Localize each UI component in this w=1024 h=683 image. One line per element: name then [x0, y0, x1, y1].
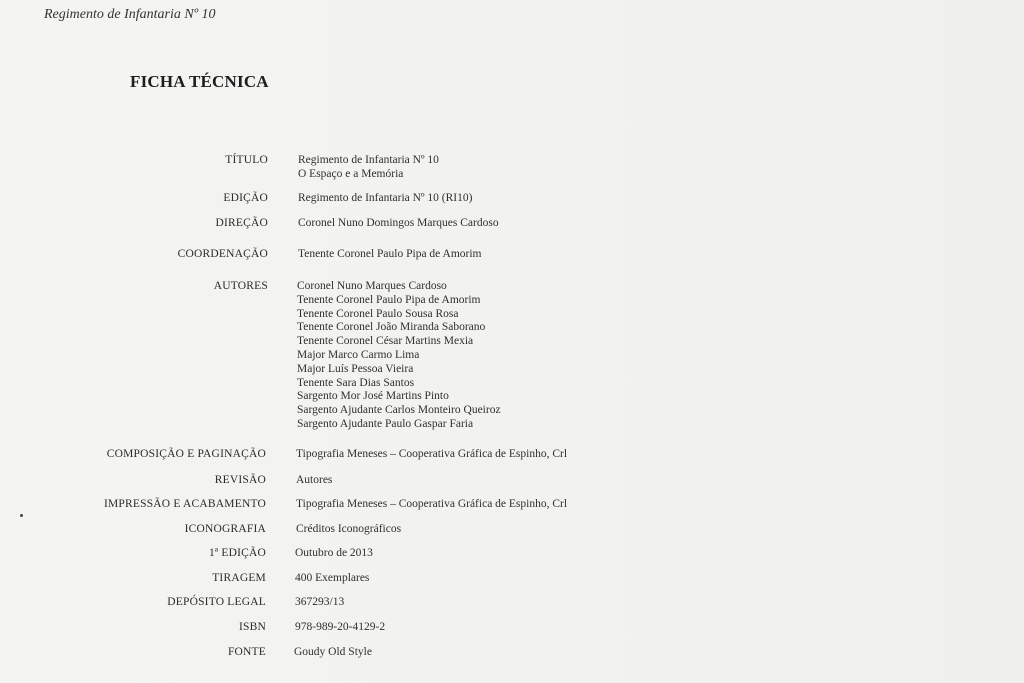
credit-label: IMPRESSÃO E ACABAMENTO — [103, 498, 266, 510]
credit-value — [298, 217, 499, 231]
credit-value-line: O Espaço e a Memória — [298, 167, 404, 180]
credit-value — [295, 572, 369, 586]
credit-value-line: 978-989-20-4129-2 — [295, 621, 386, 633]
credit-value-line: Tipografia Meneses – Cooperativa Gráfica de Espinho, Crl — [296, 448, 568, 460]
credit-value-line: Goudy Old Style — [294, 646, 372, 658]
credit-value — [296, 498, 567, 512]
credit-label: COORDENAÇÃO — [177, 248, 268, 260]
credit-value-line: Outubro de 2013 — [295, 547, 373, 559]
credit-label: TÍTULO — [225, 154, 268, 166]
credit-value-line: 367293/13 — [295, 596, 345, 608]
credit-value-line: 400 Exemplares — [295, 572, 370, 584]
credit-value-line: Major Marco Carmo Lima — [297, 348, 420, 361]
credit-value — [296, 474, 332, 488]
credit-label: DEPÓSITO LEGAL — [167, 596, 266, 608]
credit-value-line: Tenente Coronel César Martins Mexia — [297, 335, 474, 348]
credit-label: EDIÇÃO — [223, 192, 268, 204]
credit-value-line: Autores — [296, 474, 333, 486]
credit-value — [298, 192, 472, 206]
credit-label: FONTE — [227, 646, 266, 658]
credit-label: REVISÃO — [214, 474, 266, 486]
credit-value — [295, 596, 344, 610]
credit-value-line: Tenente Coronel Paulo Sousa Rosa — [297, 307, 459, 320]
credit-value — [297, 280, 501, 432]
credit-value-line: Tenente Sara Dias Santos — [297, 376, 415, 389]
credit-label: ICONOGRAFIA — [184, 523, 266, 535]
credit-value-line: Sargento Mor José Martins Pinto — [297, 390, 449, 403]
credit-label: ISBN — [238, 621, 266, 633]
credit-value-line: Tenente Coronel Paulo Pipa de Amorim — [297, 293, 481, 306]
credit-value — [294, 646, 372, 660]
credit-value — [296, 448, 567, 462]
credit-label: DIREÇÃO — [215, 217, 268, 229]
credit-value — [296, 523, 401, 537]
credit-label: COMPOSIÇÃO E PAGINAÇÃO — [106, 448, 266, 460]
credit-value — [295, 621, 385, 635]
credit-value-line: Regimento de Infantaria Nº 10 — [298, 154, 439, 166]
credit-value-line: Tipografia Meneses – Cooperativa Gráfica de Espinho, Crl — [296, 498, 568, 510]
credit-label: AUTORES — [213, 280, 268, 292]
speck-mark — [20, 514, 23, 517]
credit-value — [298, 248, 481, 262]
credit-value-line: Sargento Ajudante Paulo Gaspar Faria — [297, 417, 474, 430]
credit-label: TIRAGEM — [212, 572, 266, 584]
credit-value-line: Major Luís Pessoa Vieira — [297, 362, 414, 375]
running-head: Regimento de Infantaria Nº 10 — [44, 7, 216, 22]
credit-value-line: Sargento Ajudante Carlos Monteiro Queiroz — [297, 404, 501, 417]
page-title: FICHA TÉCNICA — [130, 72, 269, 91]
credit-value-line: Tenente Coronel Paulo Pipa de Amorim — [298, 248, 482, 260]
credit-value-line: Tenente Coronel João Miranda Saborano — [297, 321, 486, 334]
credit-value — [298, 154, 439, 182]
credit-value-line: Coronel Nuno Domingos Marques Cardoso — [298, 217, 499, 229]
credit-value-line: Regimento de Infantaria Nº 10 (RI10) — [298, 192, 473, 204]
credit-label: 1ª EDIÇÃO — [208, 547, 266, 559]
credit-value-line: Créditos Iconográficos — [296, 523, 402, 535]
credit-value-line: Coronel Nuno Marques Cardoso — [297, 280, 447, 292]
credit-value — [295, 547, 373, 561]
